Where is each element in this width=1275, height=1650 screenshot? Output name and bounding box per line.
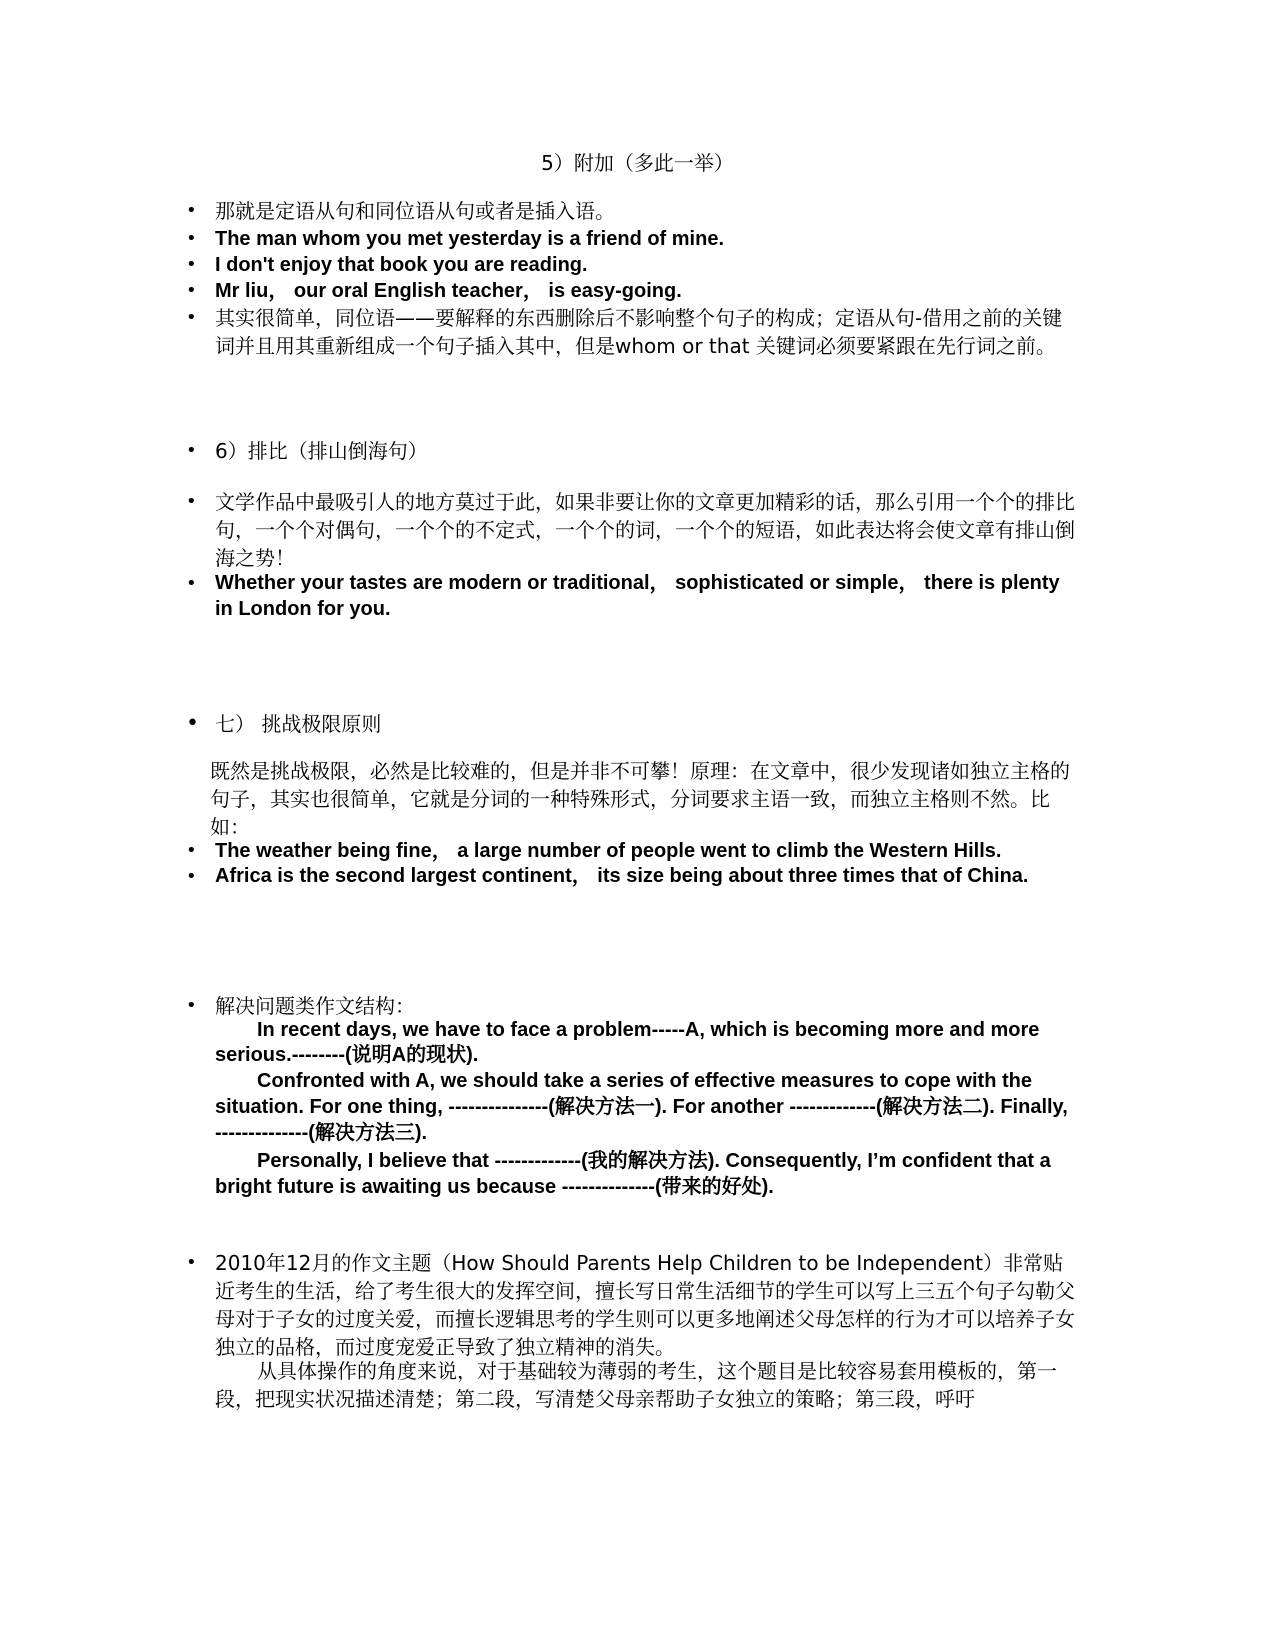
bullet: • bbox=[186, 711, 199, 736]
bullet: • bbox=[186, 840, 197, 861]
paragraph: Confronted with A, we should take a series of effective measures to cope with the situation. For one thing, ---------------(解决方法一). For another -------------(解决方法二). Finally, --------------(解决方法三). bbox=[215, 1070, 1068, 1144]
paragraph: 从具体操作的角度来说，对于基础较为薄弱的考生，这个题目是比较容易套用模板的，第一段，把现实状况描述清楚；第二段，写清楚父母亲帮助子女独立的策略；第三段，呼吁 bbox=[215, 1359, 1057, 1411]
section-title: 七） 挑战极限原则 bbox=[215, 712, 382, 736]
bullet: • bbox=[186, 573, 197, 594]
list-item: 其实很简单，同位语——要解释的东西删除后不影响整个句子的构成；定语从句-借用之前的关键词并且用其重新组成一个句子插入其中，但是whom or that 关键词必须要紧跟在先行词之前。 bbox=[215, 306, 1063, 358]
list-item: Mr liu， our oral English teacher， is easy-going. bbox=[215, 280, 682, 302]
paragraph: Personally, I believe that -------------(我的解决方法). Consequently, I’m confident that a bright future is awaiting us because --------------(带来的好处). bbox=[215, 1150, 1051, 1198]
list-item: Africa is the second largest continent， its size being about three times that of China. bbox=[215, 865, 1029, 887]
section-heading: 5）附加（多此一举） bbox=[541, 151, 734, 175]
bullet: • bbox=[186, 440, 197, 461]
bullet: • bbox=[186, 866, 197, 887]
list-item: The weather being fine， a large number of people went to climb the Western Hills. bbox=[215, 840, 1002, 862]
list-item: The man whom you met yesterday is a friend of mine. bbox=[215, 228, 725, 250]
bullet: • bbox=[186, 228, 197, 249]
list-item: I don't enjoy that book you are reading. bbox=[215, 254, 588, 276]
paragraph: 既然是挑战极限，必然是比较难的，但是并非不可攀！原理：在文章中，很少发现诸如独立主格的句子，其实也很简单，它就是分词的一种特殊形式，分词要求主语一致，而独立主格则不然。比如： bbox=[210, 759, 1070, 839]
list-item: Whether your tastes are modern or traditional， sophisticated or simple， there is plenty in London for you. bbox=[215, 572, 1060, 620]
bullet: • bbox=[186, 254, 197, 275]
paragraph: 2010年12月的作文主题（How Should Parents Help Children to be Independent）非常贴近考生的生活，给了考生很大的发挥空间，擅长写日常生活细节的学生可以写上三五个句子勾勒父母对于子女的过度关爱，而擅长逻辑思考的学生则可以更多地阐述父母怎样的行为才可以培养子女独立的品格，而过度宠爱正导致了独立精神的消失。 bbox=[215, 1251, 1075, 1359]
bullet: • bbox=[186, 307, 197, 328]
paragraph: In recent days, we have to face a problem-----A, which is becoming more and more serious.--------(说明A的现状). bbox=[215, 1019, 1040, 1066]
list-item: 文学作品中最吸引人的地方莫过于此，如果非要让你的文章更加精彩的话，那么引用一个个的排比句，一个个对偶句，一个个的不定式，一个个的词，一个个的短语，如此表达将会使文章有排山倒海之势！ bbox=[215, 490, 1075, 570]
bullet: • bbox=[186, 995, 197, 1016]
section-title: 解决问题类作文结构： bbox=[215, 994, 415, 1018]
bullet: • bbox=[186, 1252, 197, 1273]
bullet: • bbox=[186, 200, 197, 221]
list-item: 那就是定语从句和同位语从句或者是插入语。 bbox=[215, 199, 615, 223]
bullet: • bbox=[186, 491, 197, 512]
section-title: 6）排比（排山倒海句） bbox=[215, 439, 428, 463]
bullet: • bbox=[186, 280, 197, 301]
